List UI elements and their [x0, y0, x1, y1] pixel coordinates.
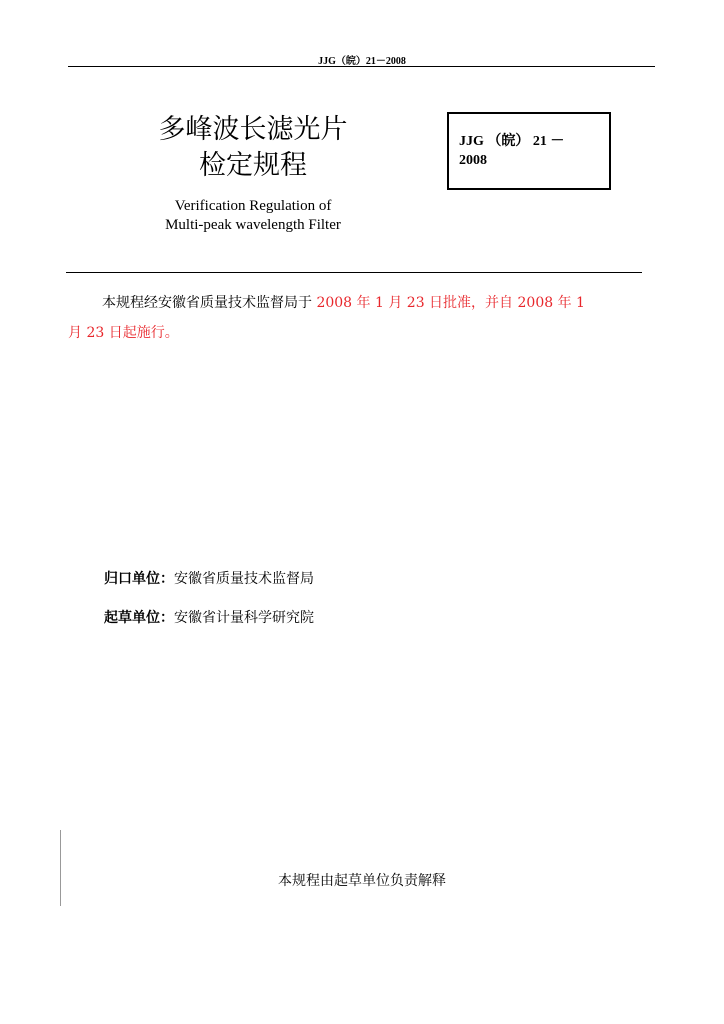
page-title-english-line1: Verification Regulation of	[174, 198, 332, 214]
drafter-unit-value: 安徽省计量科学研究院	[174, 610, 314, 626]
interpretation-note: 本规程由起草单位负责解释	[278, 873, 446, 889]
page-title-chinese-line2: 检定规程	[199, 150, 307, 181]
header-divider	[68, 66, 655, 67]
owner-unit-value: 安徽省质量技术监督局	[174, 571, 314, 587]
page-title-english-line2: Multi-peak wavelength Filter	[165, 217, 341, 233]
title-divider	[66, 272, 642, 273]
approval-dates-line1: 2008 年 1 月 23 日批准，并自 2008 年 1	[312, 295, 585, 311]
drafter-unit	[104, 608, 314, 628]
drafter-unit-label: 起草单位：	[104, 610, 174, 626]
page-title-chinese-line1: 多峰波长滤光片	[158, 114, 348, 145]
approval-paragraph	[68, 288, 658, 348]
standard-code-line2: 2008	[459, 153, 487, 168]
running-header: JJG（皖）21－2008	[318, 56, 406, 67]
approval-dates-line2: 月 23 日起施行。	[68, 325, 179, 341]
approval-prefix: 本规程经安徽省质量技术监督局于	[102, 295, 312, 311]
margin-line	[60, 830, 61, 906]
standard-code-line1: JJG （皖） 21 －	[459, 134, 565, 149]
standard-code-box	[447, 112, 611, 190]
standard-code-text	[459, 132, 609, 170]
owner-unit-label: 归口单位：	[104, 571, 174, 587]
owner-unit	[104, 569, 314, 589]
